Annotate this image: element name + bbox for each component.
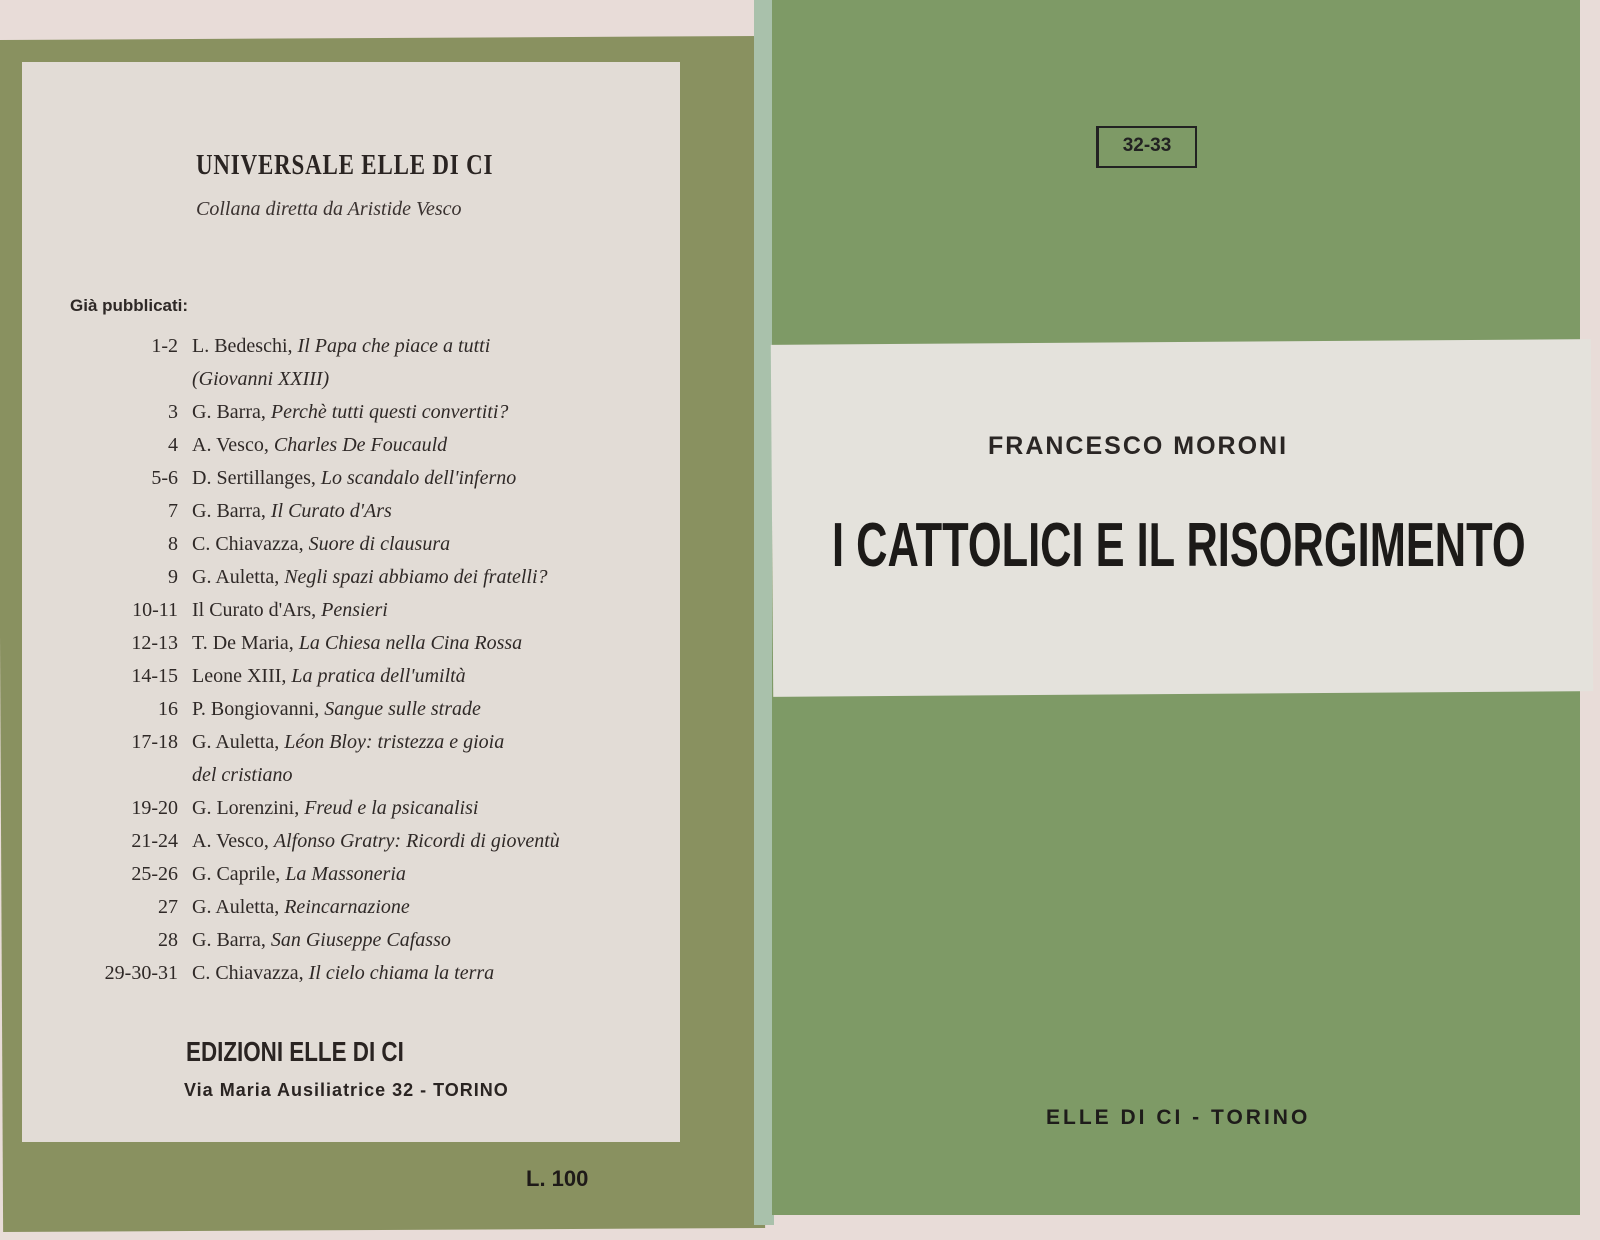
published-heading: Già pubblicati: — [70, 296, 189, 315]
item-number: 25-26 — [131, 863, 178, 885]
item-author: D. Sertillanges, — [192, 467, 316, 489]
item-author: C. Chiavazza, — [192, 533, 304, 555]
publisher-address: Via Maria Ausiliatrice 32 - TORINO — [184, 1080, 509, 1100]
item-number: 8 — [168, 533, 178, 555]
item-entry — [192, 693, 481, 726]
item-number: 29-30-31 — [104, 962, 178, 984]
item-author: G. Auletta, — [192, 896, 280, 918]
list-item — [70, 924, 630, 957]
item-entry — [192, 330, 490, 396]
list-item — [70, 396, 630, 429]
item-entry — [192, 660, 466, 693]
list-item — [70, 429, 630, 462]
item-title: Perchè tutti questi convertiti? — [270, 401, 509, 423]
item-number: 9 — [168, 566, 178, 588]
item-title: La Chiesa nella Cina Rossa — [298, 632, 523, 654]
item-title: Negli spazi abbiamo dei fratelli? — [284, 566, 548, 588]
item-author: T. De Maria, — [192, 632, 294, 654]
book-author: FRANCESCO MORONI — [988, 432, 1289, 460]
item-author: A. Vesco, — [192, 830, 269, 852]
list-item — [70, 528, 630, 561]
item-number: 21-24 — [131, 830, 178, 852]
list-item — [70, 594, 630, 627]
item-title: Léon Bloy: tristezza e gioia — [284, 731, 505, 753]
list-item — [70, 660, 630, 693]
item-title: Pensieri — [321, 599, 388, 621]
item-entry — [192, 825, 560, 858]
list-item — [70, 495, 630, 528]
item-title: La pratica dell'umiltà — [291, 665, 466, 687]
item-title: Suore di clausura — [308, 533, 451, 555]
item-entry — [192, 792, 478, 825]
volume-number: 32-33 — [1096, 126, 1197, 168]
item-entry — [192, 594, 388, 627]
item-entry — [192, 528, 450, 561]
item-title: San Giuseppe Cafasso — [270, 929, 451, 951]
list-item — [70, 858, 630, 891]
item-author: G. Barra, — [192, 401, 266, 423]
list-item — [70, 627, 630, 660]
item-number: 14-15 — [131, 665, 178, 687]
item-author: Leone XIII, — [192, 665, 287, 687]
item-title: Alfonso Gratry: Ricordi di gioventù — [273, 830, 560, 852]
item-title: Il Papa che piace a tutti — [297, 335, 491, 357]
item-entry — [192, 429, 447, 462]
item-entry — [192, 396, 508, 429]
list-item — [70, 462, 630, 495]
item-title: Il Curato d'Ars — [270, 500, 392, 522]
item-number: 19-20 — [131, 797, 178, 819]
series-editor: Collana diretta da Aristide Vesco — [196, 198, 462, 220]
list-item — [70, 891, 630, 924]
item-number: 7 — [168, 500, 178, 522]
item-title-continued: (Giovanni XXIII) — [192, 368, 330, 390]
item-entry — [192, 957, 494, 990]
item-author: A. Vesco, — [192, 434, 269, 456]
item-number: 10-11 — [132, 599, 178, 621]
list-item — [70, 561, 630, 594]
item-entry — [192, 891, 410, 924]
price: L. 100 — [526, 1166, 589, 1191]
item-entry — [192, 462, 516, 495]
list-item — [70, 957, 630, 990]
item-author: G. Auletta, — [192, 731, 280, 753]
item-title-continued: del cristiano — [192, 764, 293, 786]
item-entry — [192, 561, 548, 594]
list-item — [70, 792, 630, 825]
item-entry — [192, 924, 451, 957]
item-number: 17-18 — [131, 731, 178, 753]
item-number: 5-6 — [151, 467, 178, 489]
item-author: G. Caprile, — [192, 863, 281, 885]
item-author: L. Bedeschi, — [192, 335, 293, 357]
series-title: UNIVERSALE ELLE DI CI — [196, 150, 494, 181]
item-author: G. Lorenzini, — [192, 797, 300, 819]
item-title: Reincarnazione — [284, 896, 410, 918]
item-entry — [192, 726, 504, 792]
item-number: 16 — [158, 698, 178, 720]
item-number: 1-2 — [151, 335, 178, 357]
item-author: C. Chiavazza, — [192, 962, 304, 984]
item-author: G. Barra, — [192, 500, 266, 522]
list-item — [70, 693, 630, 726]
item-title: Lo scandalo dell'inferno — [320, 467, 517, 489]
spine — [754, 0, 774, 1225]
item-author: P. Bongiovanni, — [192, 698, 320, 720]
publisher-name: EDIZIONI ELLE DI CI — [186, 1036, 404, 1067]
item-author: G. Barra, — [192, 929, 266, 951]
item-number: 4 — [168, 434, 178, 456]
item-number: 27 — [158, 896, 178, 918]
list-item — [70, 726, 630, 792]
item-author: G. Auletta, — [192, 566, 280, 588]
front-publisher: ELLE DI CI - TORINO — [1046, 1106, 1311, 1129]
item-entry — [192, 858, 406, 891]
list-item — [70, 825, 630, 858]
item-author: Il Curato d'Ars, — [192, 599, 317, 621]
item-title: Freud e la psicanalisi — [304, 797, 479, 819]
item-entry — [192, 627, 522, 660]
list-item — [70, 330, 630, 396]
item-number: 28 — [158, 929, 178, 951]
item-number: 3 — [168, 401, 178, 423]
item-title: Charles De Foucauld — [273, 434, 448, 456]
book-title: I CATTOLICI E IL RISORGIMENTO — [832, 511, 1526, 580]
item-title: Sangue sulle strade — [324, 698, 481, 720]
published-list — [70, 330, 630, 990]
item-number: 12-13 — [131, 632, 178, 654]
item-title: La Massoneria — [285, 863, 406, 885]
item-entry — [192, 495, 392, 528]
item-title: Il cielo chiama la terra — [308, 962, 495, 984]
